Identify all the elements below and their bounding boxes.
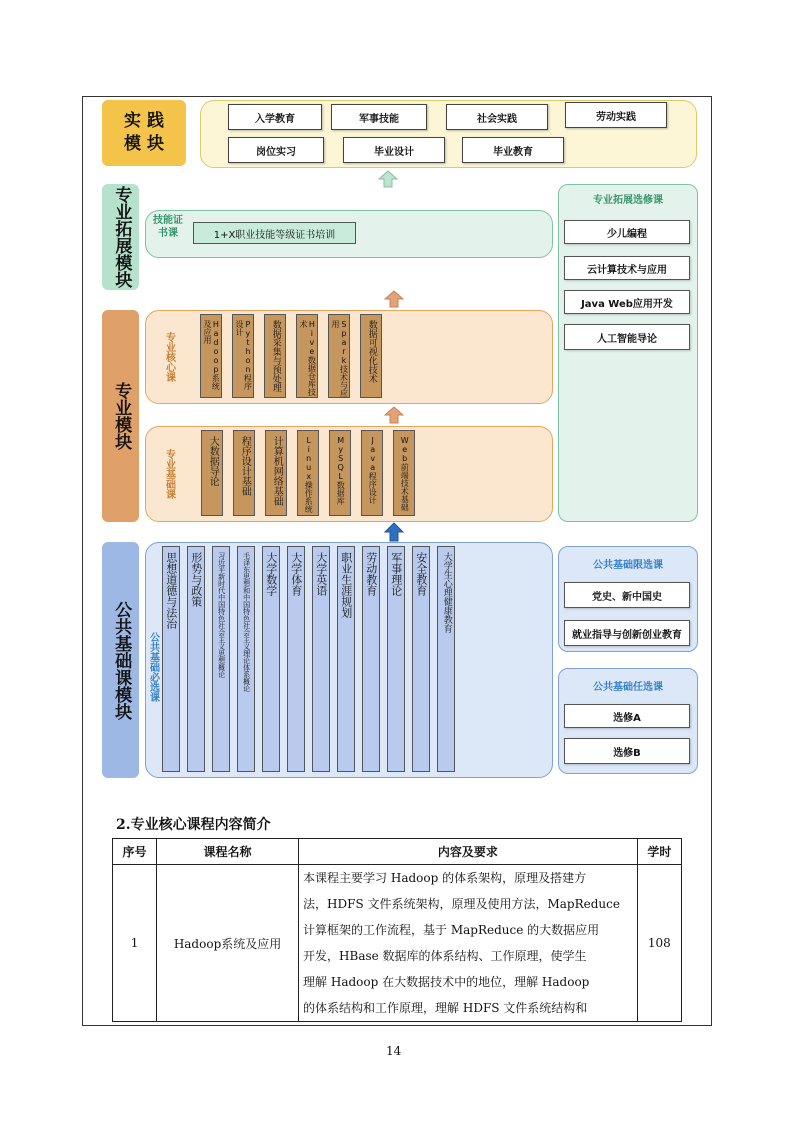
content-line: 的体系结构和工作原理，理解 HDFS 文件系统结构和 — [303, 1001, 588, 1015]
basic-course-2 — [233, 430, 255, 516]
core-course-text: Python程序设计 — [235, 320, 253, 390]
practice-item-6: 毕业设计 — [343, 137, 445, 163]
basic-course-5 — [329, 430, 351, 516]
extension-module-label — [102, 184, 139, 290]
practice-label-line1: 实 践 — [124, 111, 164, 132]
basic-course-7 — [393, 430, 415, 516]
practice-item-5: 岗位实习 — [228, 137, 324, 163]
core-course-text: Hive数据仓库技术 — [299, 320, 317, 396]
core-course-5 — [328, 314, 350, 398]
public-course-text: 毛泽东思想和中国特色社会主义理论体系概论 — [242, 552, 251, 692]
core-course-1 — [200, 314, 222, 398]
core-label: 专业核心课 — [163, 332, 175, 382]
core-course-3 — [264, 314, 286, 398]
content-line: 本课程主要学习 Hadoop 的体系架构，原理及搭建方 — [303, 871, 587, 885]
practice-module-label — [102, 100, 186, 166]
public-course-1 — [162, 546, 180, 772]
core-course-6 — [360, 314, 382, 398]
public-course-text: 形势与政策 — [189, 552, 203, 607]
practice-item-1: 入学教育 — [228, 104, 322, 130]
content-line: 法，HDFS 文件系统架构，原理及使用方法，MapReduce — [303, 897, 620, 911]
core-course-text: 数据可视化技术 — [366, 320, 377, 383]
basic-course-1 — [201, 430, 223, 516]
public-optional-title: 公共基础任选课 — [593, 682, 663, 693]
public-course-12 — [437, 546, 455, 772]
ext-elective-item-2: 云计算技术与应用 — [564, 256, 690, 280]
basic-course-text: Linux操作系统 — [304, 436, 314, 513]
content-line: 计算框架的工作流程，基于 MapReduce 的大数据应用 — [303, 923, 600, 937]
public-course-text: 思想道德与法治 — [164, 552, 178, 629]
practice-item-4: 劳动实践 — [565, 102, 667, 128]
public-course-8 — [337, 546, 355, 772]
public-course-10 — [387, 546, 405, 772]
basic-course-4 — [297, 430, 319, 516]
basic-course-text: 计算机网络基础 — [271, 436, 283, 506]
basic-course-text: 大数据导论 — [207, 436, 219, 486]
public-course-7 — [312, 546, 330, 772]
core-course-text: Hadoop系统及应用 — [203, 320, 221, 390]
basic-course-text: 程序设计基础 — [239, 436, 251, 496]
public-course-text: 安全教育 — [414, 552, 428, 596]
cert-item — [193, 222, 356, 244]
basic-course-text: Web前端技术基础 — [400, 436, 410, 511]
public-course-5 — [262, 546, 280, 772]
public-course-3 — [212, 546, 230, 772]
row-content — [299, 865, 638, 1022]
practice-label-line2: 模 块 — [124, 134, 164, 154]
core-course-text: Spark技术与应用 — [331, 320, 349, 397]
public-course-text: 大学生心理健康教育 — [441, 552, 452, 633]
ext-elective-item-4: 人工智能导论 — [564, 324, 690, 350]
professional-module-label — [102, 310, 139, 522]
public-module-label — [102, 542, 139, 778]
public-course-text: 军事理论 — [389, 552, 403, 596]
arrow-up-icon — [378, 170, 398, 188]
basic-course-3 — [265, 430, 287, 516]
arrow-up-icon — [384, 290, 404, 308]
basic-label: 专业基础课 — [163, 449, 175, 499]
row-name: Hadoop系统及应用 — [157, 865, 299, 1022]
row-no: 1 — [113, 865, 157, 1022]
public-course-4 — [237, 546, 255, 772]
section-heading: 2.专业核心课程内容简介 — [116, 817, 271, 833]
cert-label — [152, 214, 184, 254]
content-line: 理解 Hadoop 在大数据技术中的地位，理解 Hadoop — [303, 975, 590, 989]
public-required-label: 公共基础必选课 — [147, 632, 159, 702]
ext-elective-item-3: Java Web应用开发 — [564, 290, 690, 314]
public-course-text: 大学英语 — [314, 552, 328, 596]
table-header-name: 课程名称 — [157, 839, 299, 865]
public-course-text: 习近平新时代中国特色社会主义思想概论 — [217, 552, 226, 678]
content-line: 开发，HBase 数据库的体系结构、工作原理，使学生 — [303, 949, 587, 963]
basic-course-6 — [361, 430, 383, 516]
table-header-content: 内容及要求 — [299, 839, 638, 865]
page-number: 14 — [386, 1044, 402, 1058]
public-limited-item-2: 就业指导与创新创业教育 — [564, 620, 690, 646]
arrow-up-icon — [384, 406, 404, 424]
public-course-6 — [287, 546, 305, 772]
professional-label-text: 专业模块 — [111, 382, 132, 450]
row-hours: 108 — [637, 865, 681, 1022]
public-limited-item-1: 党史、新中国史 — [564, 582, 690, 608]
practice-item-7: 毕业教育 — [462, 137, 564, 163]
basic-course-text: Java程序设计 — [368, 436, 378, 504]
table-header-hours: 学时 — [637, 839, 681, 865]
cert-item-text: 1+X职业技能等级证书培训 — [213, 229, 336, 241]
ext-elective-item-1: 少儿编程 — [564, 220, 690, 244]
core-course-2 — [232, 314, 254, 398]
basic-course-text: MySQL数据库 — [336, 436, 346, 505]
practice-item-2: 军事技能 — [331, 104, 427, 130]
public-course-text: 职业生涯规划 — [339, 552, 353, 618]
practice-item-3: 社会实践 — [446, 104, 548, 130]
table-header-row — [113, 839, 682, 865]
extension-label-text: 专业拓展模块 — [111, 186, 132, 288]
table-row — [113, 865, 682, 1022]
public-label-text: 公共基础课模块 — [111, 600, 132, 720]
public-course-text: 大学体育 — [289, 552, 303, 596]
course-table — [112, 838, 682, 1022]
public-course-text: 劳动教育 — [364, 552, 378, 596]
public-limited-title: 公共基础限选课 — [593, 560, 663, 571]
public-course-9 — [362, 546, 380, 772]
public-optional-item-2: 选修B — [564, 738, 690, 764]
public-course-11 — [412, 546, 430, 772]
arrow-up-icon — [384, 522, 404, 542]
public-course-text: 大学数学 — [264, 552, 278, 596]
public-optional-item-1: 选修A — [564, 704, 690, 728]
cert-label-text: 技能证书课 — [153, 215, 183, 239]
table-header-no: 序号 — [113, 839, 157, 865]
public-course-2 — [187, 546, 205, 772]
core-course-text: 数据采集与预处理 — [270, 320, 281, 392]
core-course-4 — [296, 314, 318, 398]
ext-elective-title: 专业拓展选修课 — [593, 195, 663, 206]
